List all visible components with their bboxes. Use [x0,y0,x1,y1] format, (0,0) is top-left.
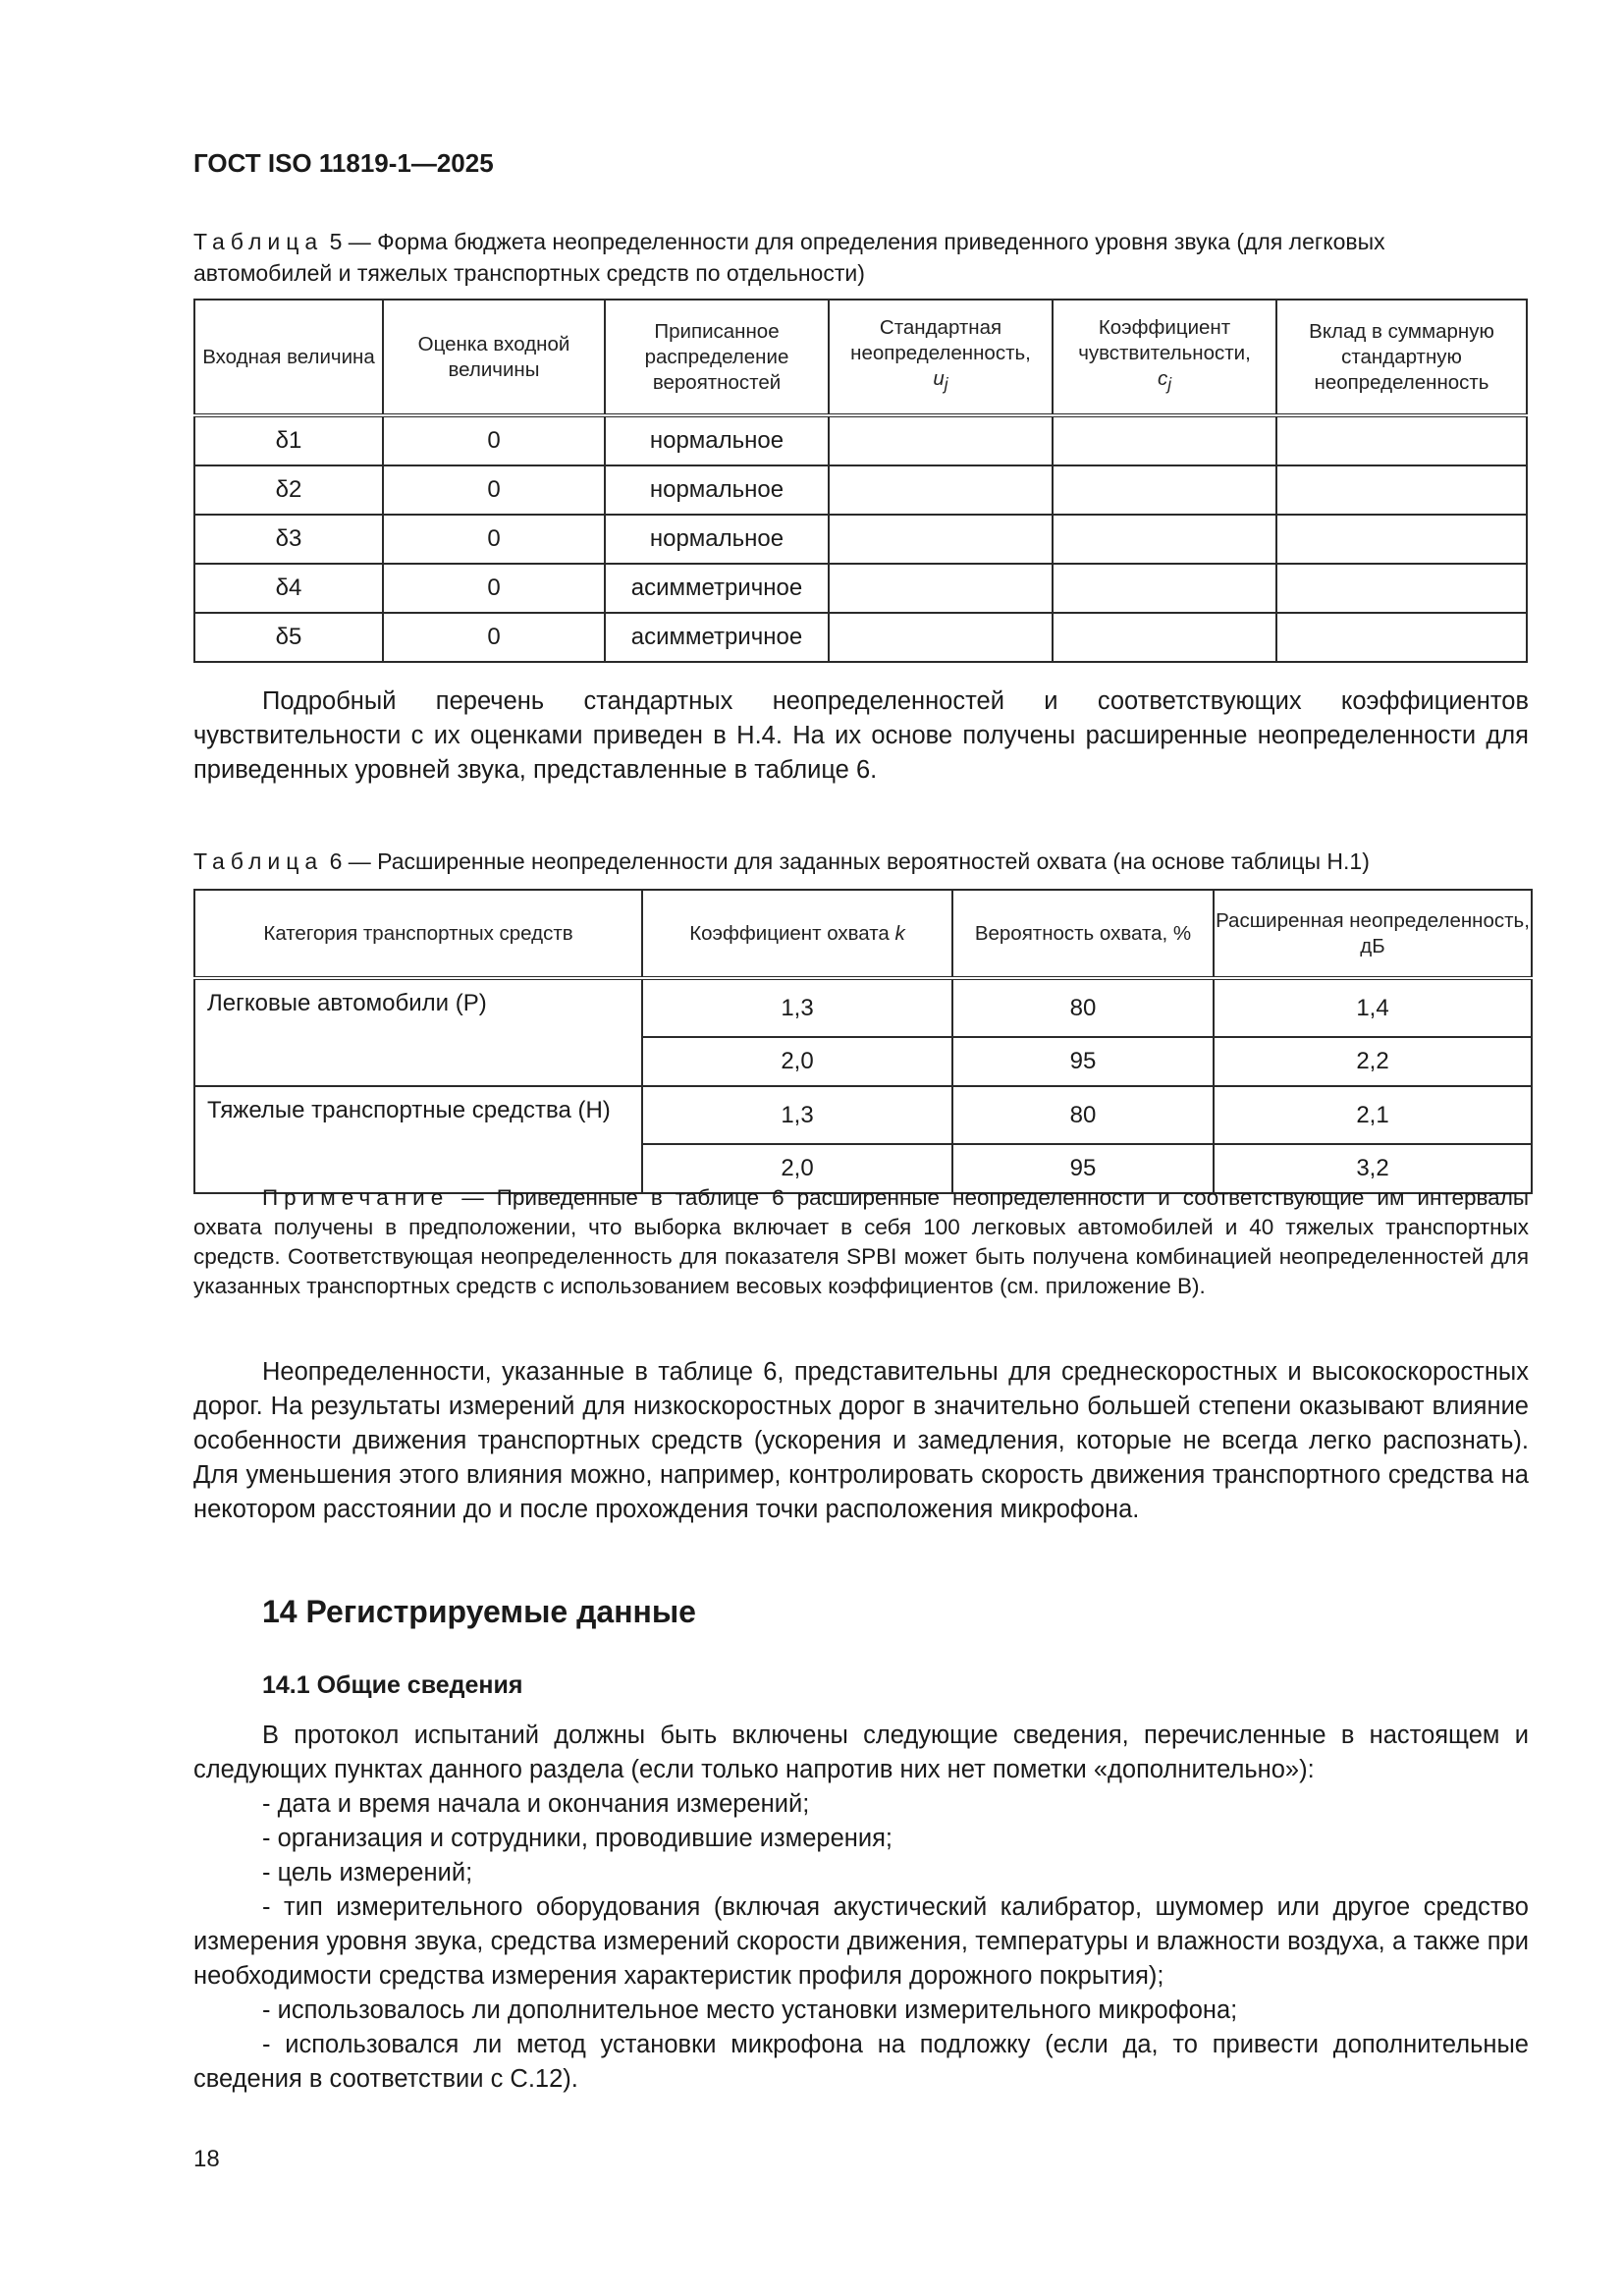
category-cell-continuation [194,1037,642,1086]
table-cell: δ4 [194,564,383,613]
table-row [194,415,1527,465]
paragraph-uncertainty-list: Подробный перечень стандартных неопределенностей и соответствующих коэффициентов чувствительности с их оценками приведен в Н.4. На их основе получены расширенные неопределенности для приведенных уровней звука, представленные в таблице 6. [193,687,1529,784]
table5-header-distribution: Приписанное распределение вероятностей [605,300,829,415]
table-cell: нормальное [605,515,829,564]
table5-header-contribution: Вклад в суммарную стандартную неопределенность [1276,300,1527,415]
expanded-uncertainty-table [193,889,1533,1194]
table5-header-input: Входная величина [194,300,383,415]
table-cell: 0 [383,515,605,564]
table-cell: 95 [952,1037,1214,1086]
table-cell: 0 [383,415,605,465]
table-row [194,465,1527,515]
table-cell: 2,1 [1214,1086,1532,1144]
table-cell [1053,515,1276,564]
table5-caption-text: 5 — Форма бюджета неопределенности для определения приведенного уровня звука (для легковых автомобилей и тяжелых транспортных средств по отдельности) [193,229,1385,286]
table-cell: асимметричное [605,564,829,613]
table5-caption [193,226,1529,289]
list-item: - использовалось ли дополнительное место установки измерительного микрофона; [262,1996,1238,2024]
table6-header-coverage-factor-label: Коэффициент охвата [689,921,890,945]
table5-caption-label: Таблица [193,229,324,254]
table-cell [829,465,1053,515]
table6-header-coverage-factor [642,890,952,978]
table5-header-sensitivity-label: Коэффициент чувствительности, [1078,316,1251,365]
table-row [194,564,1527,613]
document-header: ГОСТ ISO 11819-1—2025 [193,148,494,178]
table-cell: 0 [383,564,605,613]
table5-header-std-uncertainty [829,300,1053,415]
note-text: — Приведенные в таблице 6 расширенные неопределенности и соответствующие им интервалы охвата получены в предположении, что выборка включает в себя 100 легковых автомобилей и 40 тяжелых транспортных средств. Соответствующая неопределенность для показателя SPBI может быть получена комбинацией неопределенностей для указанных транспортных средств с использованием весовых коэффициентов (см. приложение В). [193,1185,1529,1298]
table-cell: 1,4 [1214,978,1532,1037]
symbol-u: u [933,367,945,391]
table-row [194,515,1527,564]
table-cell [1276,465,1527,515]
table-cell: 95 [952,1144,1214,1193]
table-cell: δ5 [194,613,383,662]
table-cell [1276,515,1527,564]
symbol-j: j [1167,375,1172,395]
table-cell [829,415,1053,465]
table-row [194,1086,1532,1144]
table-cell: нормальное [605,415,829,465]
section-14-heading: 14 Регистрируемые данные [262,1594,696,1629]
table-cell: δ2 [194,465,383,515]
table6-header-category: Категория транспортных средств [194,890,642,978]
table-cell [829,613,1053,662]
symbol-k: k [894,921,905,945]
table6-caption-label: Таблица [193,848,324,874]
table-row [194,1037,1532,1086]
table-cell [1053,613,1276,662]
table-cell [1276,415,1527,465]
table-cell [1276,564,1527,613]
symbol-c: c [1157,367,1168,391]
table6-caption-text: 6 — Расширенные неопределенности для заданных вероятностей охвата (на основе таблицы Н.1) [323,848,1370,874]
list-item: - использовался ли метод установки микрофона на подложку (если да, то привести дополнительные сведения в соответствии с С.12). [193,2031,1529,2093]
paragraph-road-speed: Неопределенности, указанные в таблице 6, представительны для среднескоростных и высокоскоростных дорог. На результаты измерений для низкоскоростных дорог в значительно большей степени оказывают влияние особенности движения транспортных средств (ускорения и замедления, которые не всегда легко распознать). Для уменьшения этого влияния можно, например, контролировать скорость движения транспортного средства на некотором расстоянии до и после прохождения точки расположения микрофона. [193,1358,1529,1523]
table-cell: 2,0 [642,1144,952,1193]
table-cell: 0 [383,465,605,515]
table-row [194,978,1532,1037]
symbol-j: j [944,375,948,395]
table5-header-estimate: Оценка входной величины [383,300,605,415]
paragraph-report-intro: В протокол испытаний должны быть включены следующие сведения, перечисленные в настоящем и следующих пунктах данного раздела (если только напротив них нет пометки «дополнительно»): [193,1722,1529,1783]
table-row [194,613,1527,662]
uncertainty-budget-table [193,299,1528,663]
note-label: Примечание [262,1185,450,1210]
page-number: 18 [193,2146,220,2172]
table-cell: 0 [383,613,605,662]
table5-header-std-uncertainty-label: Стандартная неопределенность, [850,316,1031,365]
table-cell [829,515,1053,564]
table-cell: 1,3 [642,1086,952,1144]
table6-header-expanded-uncertainty: Расширенная неопределенность, дБ [1214,890,1532,978]
table-cell [1276,613,1527,662]
table-cell: 2,2 [1214,1037,1532,1086]
table-cell: 3,2 [1214,1144,1532,1193]
list-item: - цель измерений; [262,1859,473,1886]
category-cell: Легковые автомобили (P) [194,978,642,1037]
table-cell: 2,0 [642,1037,952,1086]
table-cell [829,564,1053,613]
table-cell: δ3 [194,515,383,564]
table-cell: 80 [952,1086,1214,1144]
table-cell [1053,465,1276,515]
report-items-list [193,1787,1529,2097]
table6-header-coverage-probability: Вероятность охвата, % [952,890,1214,978]
table-cell: δ1 [194,415,383,465]
table6-note [193,1183,1529,1301]
table5-header-sensitivity [1053,300,1276,415]
table6-caption [193,846,1529,877]
table-cell [1053,564,1276,613]
category-cell: Тяжелые транспортные средства (H) [194,1086,642,1144]
table-cell: 80 [952,978,1214,1037]
list-item: - тип измерительного оборудования (включая акустический калибратор, шумомер или другое средство измерения уровня звука, средства измерений скорости движения, температуры и влажности воздуха, а также при необходимости средства измерения характеристик профиля дорожного покрытия); [193,1893,1529,1990]
list-item: - дата и время начала и окончания измерений; [262,1790,810,1818]
list-item: - организация и сотрудники, проводившие измерения; [262,1825,893,1852]
table-cell: нормальное [605,465,829,515]
table-cell: 1,3 [642,978,952,1037]
table-cell: асимметричное [605,613,829,662]
section-14-1-heading: 14.1 Общие сведения [262,1671,523,1699]
table-cell [1053,415,1276,465]
